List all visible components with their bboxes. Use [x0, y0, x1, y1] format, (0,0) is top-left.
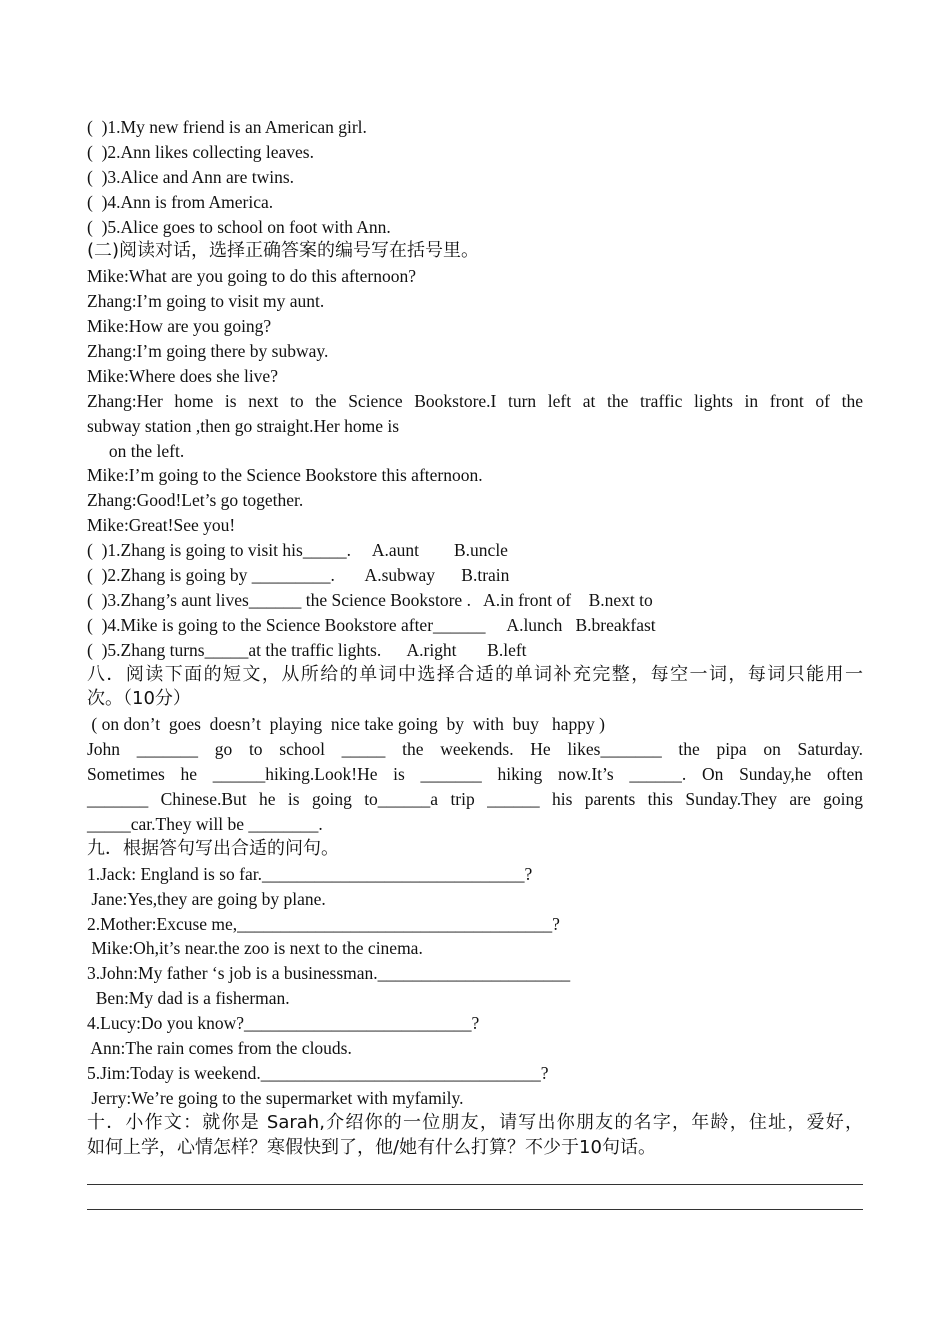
word-bank: ( on don’t goes doesn’t playing nice take going by with buy happy ) — [87, 714, 605, 735]
worksheet — [87, 115, 863, 1210]
section-heading: 八．阅读下面的短文，从所给的单词中选择合适的单词补充完整，每空一词，每词只能用一 — [87, 663, 863, 685]
qa-line: Mike:Oh,it’s near.the zoo is next to the cinema. — [87, 938, 423, 959]
judge-item: ( )5.Alice goes to school on foot with Ann. — [87, 216, 391, 237]
dialogue-line: Mike:I’m going to the Science Bookstore this afternoon. — [87, 465, 483, 486]
dialogue-line: Mike:How are you going? — [87, 316, 272, 337]
question-item: ( )2.Zhang is going by _________. A.subway B.train — [87, 565, 510, 586]
qa-line: 3.John:My father ‘s job is a businessman.______________________ — [87, 963, 571, 984]
dialogue-line: Zhang:I’m going to visit my aunt. — [87, 291, 325, 312]
dialogue-line: Zhang:Good!Let’s go together. — [87, 490, 304, 511]
dialogue-line: subway station ,then go straight.Her home is — [87, 415, 400, 436]
judge-item: ( )3.Alice and Ann are twins. — [87, 166, 295, 187]
question-item: ( )3.Zhang’s aunt lives______ the Science Bookstore . A.in front of B.next to — [87, 589, 653, 610]
qa-line: 5.Jim:Today is weekend.________________________________? — [87, 1062, 549, 1083]
qa-line: 4.Lucy:Do you know?__________________________? — [87, 1013, 480, 1034]
writing-line — [87, 1209, 863, 1210]
qa-line: Ben:My dad is a fisherman. — [87, 988, 290, 1009]
passage-line: John _______ go to school _____ the weekends. He likes_______ the pipa on Saturday. — [87, 739, 863, 760]
question-item: ( )1.Zhang is going to visit his_____. A.aunt B.uncle — [87, 540, 508, 561]
dialogue-line: Mike:What are you going to do this afternoon? — [87, 266, 417, 287]
qa-line: Ann:The rain comes from the clouds. — [87, 1037, 352, 1058]
section-heading: 次。（10分） — [87, 688, 191, 710]
passage-line: Sometimes he ______hiking.Look!He is _______ hiking now.It’s ______. On Sunday,he often — [87, 764, 863, 785]
qa-line: Jerry:We’re going to the supermarket with myfamily. — [87, 1087, 464, 1108]
qa-line: 2.Mother:Excuse me,____________________________________? — [87, 913, 560, 934]
dialogue-line: Zhang:I’m going there by subway. — [87, 341, 329, 362]
dialogue-line: on the left. — [87, 440, 185, 461]
dialogue-line: Mike:Great!See you! — [87, 515, 236, 536]
qa-line: Jane:Yes,they are going by plane. — [87, 888, 326, 909]
writing-line — [87, 1184, 863, 1185]
section-heading: (二)阅读对话，选择正确答案的编号写在括号里。 — [87, 240, 480, 262]
judge-item: ( )1.My new friend is an American girl. — [87, 117, 367, 137]
section-heading: 如何上学，心情怎样？寒假快到了，他/她有什么打算？不少于10句话。 — [87, 1136, 656, 1158]
question-item: ( )5.Zhang turns_____at the traffic lights. A.right B.left — [87, 639, 527, 660]
dialogue-line: Mike:Where does she live? — [87, 365, 278, 386]
section-heading: 九．根据答句写出合适的问句。 — [87, 837, 339, 859]
passage-line: _____car.They will be ________. — [87, 813, 323, 834]
question-item: ( )4.Mike is going to the Science Bookstore after______ A.lunch B.breakfast — [87, 614, 656, 635]
judge-item: ( )2.Ann likes collecting leaves. — [87, 141, 314, 162]
passage-line: _______ Chinese.But he is going to______a trip ______ his parents this Sunday.They are going — [87, 789, 863, 810]
qa-line: 1.Jack: England is so far.______________________________? — [87, 863, 533, 884]
section-heading: 十．小作文：就你是 Sarah,介绍你的一位朋友，请写出你朋友的名字，年龄，住址，爱好， — [87, 1111, 863, 1133]
judge-item: ( )4.Ann is from America. — [87, 191, 274, 212]
dialogue-line: Zhang:Her home is next to the Science Bookstore.I turn left at the traffic lights in front of the — [87, 390, 863, 411]
